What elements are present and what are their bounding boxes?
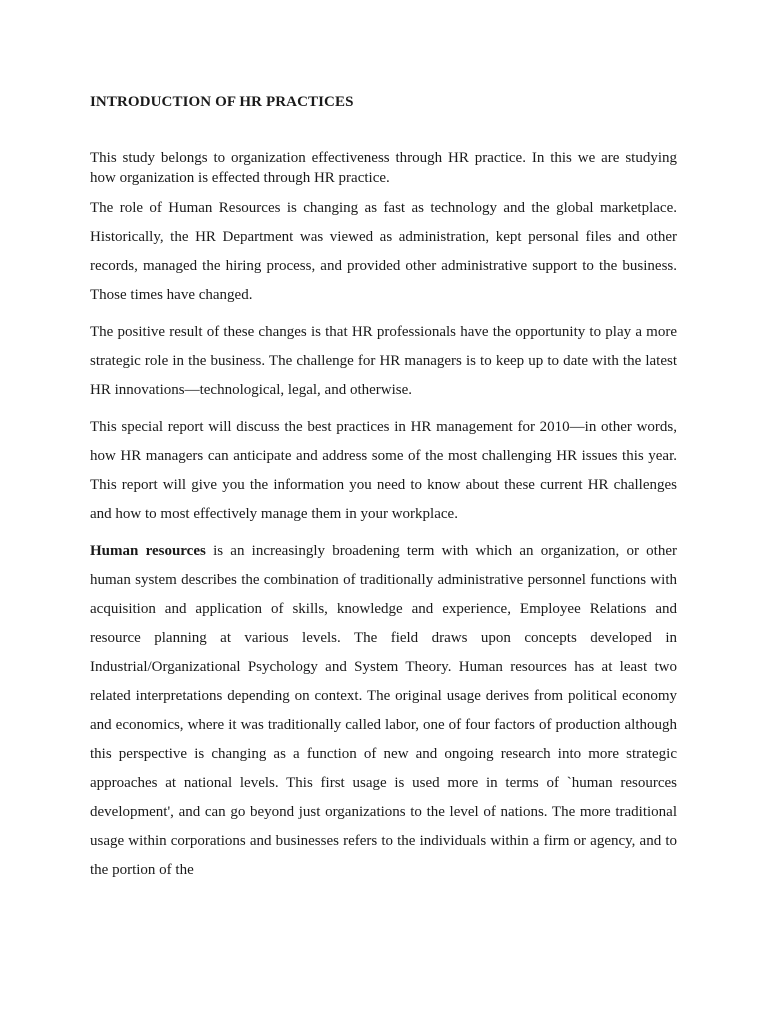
hr-role-paragraph: The role of Human Resources is changing as fast as technology and the global marketplace. Historically, the HR Department was viewed as administration, kept personal files and other records, managed the hiring process, and provided other administrative support to the business. Those times have changed. xyxy=(90,200,677,303)
definition-term: Human resources xyxy=(90,543,206,559)
document-page xyxy=(90,92,677,885)
definition-text: is an increasingly broadening term with which an organization, or other human system describes the combination of traditionally administrative personnel functions with acquisition and application of skills, knowledge and experience, Employee Relations and resource planning at various levels. The field draws upon concepts developed in Industrial/Organizational Psychology and System Theory. Human resources has at least two related interpretations depending on context. The original usage derives from political economy and economics, where it was traditionally called labor, one of four factors of production although this perspective is changing as a function of new and ongoing research into more strategic approaches at national levels. This first usage is used more in terms of `human resources development', and can go beyond just organizations to the level of nations. The more traditional usage within corporations and businesses refers to the individuals within a firm or agency, and to the portion of the xyxy=(90,543,677,878)
intro-paragraph: This study belongs to organization effectiveness through HR practice. In this we are studying how organization is effected through HR practice. xyxy=(90,150,677,186)
human-resources-definition-paragraph xyxy=(90,537,677,885)
positive-result-paragraph: The positive result of these changes is that HR professionals have the opportunity to play a more strategic role in the business. The challenge for HR managers is to keep up to date with the latest HR innovations—technological, legal, and otherwise. xyxy=(90,324,677,398)
document-title: INTRODUCTION OF HR PRACTICES xyxy=(90,94,354,110)
special-report-paragraph: This special report will discuss the best practices in HR management for 2010—in other words, how HR managers can anticipate and address some of the most challenging HR issues this year. This report will give you the information you need to know about these current HR challenges and how to most effectively manage them in your workplace. xyxy=(90,419,677,522)
